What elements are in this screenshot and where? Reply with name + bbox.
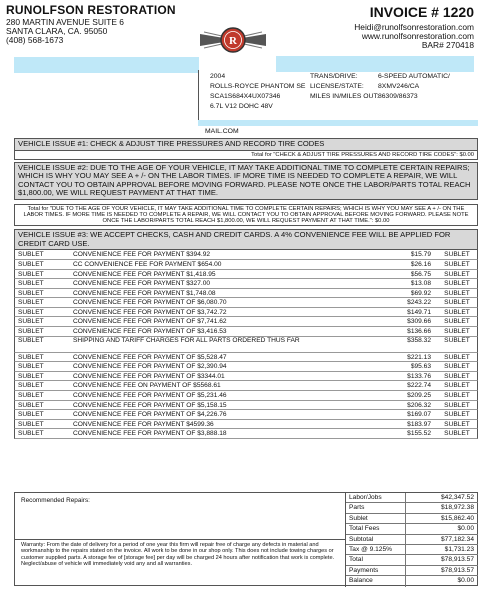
recommended-repairs-label: Recommended Repairs:: [21, 497, 90, 504]
row-kind: SUBLET: [444, 251, 470, 259]
totals-row: [346, 493, 478, 503]
row-amount: $358.32: [407, 336, 431, 344]
issue-3-header: VEHICLE ISSUE #3: WE ACCEPT CHECKS, CASH AND CREDIT CARDS. A 4% CONVENIENCE FEE WILL BE APPLIED FOR CREDIT CARD USE.: [14, 229, 478, 250]
vehicle-highlight: [198, 120, 478, 126]
company-phone: (408) 568-1673: [6, 35, 64, 45]
table-row: [14, 260, 478, 270]
vehicle-year: 2004: [210, 73, 226, 80]
vehicle-labels: [310, 72, 379, 102]
row-amount: $221.13: [407, 353, 431, 361]
totals-row: [346, 503, 478, 513]
row-description: CONVENIENCE FEE FOR PAYMENT OF $3,888.18: [73, 430, 227, 438]
row-type: SUBLET: [18, 392, 44, 400]
totals-table: [345, 493, 478, 587]
row-kind: SUBLET: [444, 318, 470, 326]
table-row: [14, 372, 478, 382]
table-row: [14, 420, 478, 430]
totals-value: $77,182.34: [440, 535, 474, 543]
row-type: SUBLET: [18, 260, 44, 268]
row-description: CONVENIENCE FEE FOR PAYMENT OF $7,741.62: [73, 318, 227, 326]
row-kind: SUBLET: [444, 280, 470, 288]
row-amount: $222.74: [407, 382, 431, 390]
row-type: SUBLET: [18, 372, 44, 380]
row-kind: SUBLET: [444, 270, 470, 278]
table-row: [14, 270, 478, 280]
row-amount: $136.66: [407, 328, 431, 336]
row-amount: $13.08: [410, 280, 431, 288]
row-description: CONVENIENCE FEE FOR PAYMENT OF $5,231.46: [73, 392, 227, 400]
customer-highlight: [14, 57, 199, 73]
table-row: [14, 250, 478, 260]
row-type: SUBLET: [18, 420, 44, 428]
totals-label: Total Fees: [346, 524, 406, 533]
row-amount: $26.16: [410, 260, 431, 268]
table-row: [14, 401, 478, 411]
row-kind: SUBLET: [444, 353, 470, 361]
row-amount: $155.52: [407, 430, 431, 438]
vehicle-details: [210, 72, 305, 112]
row-type: SUBLET: [18, 336, 44, 344]
table-row: [14, 337, 478, 353]
row-description: CONVENIENCE FEE FOR PAYMENT OF $6,080.70: [73, 299, 227, 307]
totals-value: $0.00: [457, 525, 474, 533]
totals-label: Sublet: [346, 514, 406, 523]
row-kind: SUBLET: [444, 328, 470, 336]
row-type: SUBLET: [18, 289, 44, 297]
table-row: [14, 362, 478, 372]
table-row: [14, 391, 478, 401]
row-description: CC CONVENIENCE FEE FOR PAYMENT $654.00: [73, 260, 222, 268]
row-type: SUBLET: [18, 270, 44, 278]
table-row: [14, 317, 478, 327]
customer-email-suffix: MAIL.COM: [205, 128, 239, 135]
table-row: [14, 279, 478, 289]
totals-label: Payments: [346, 566, 406, 575]
totals-label: Total: [346, 555, 406, 564]
row-type: SUBLET: [18, 353, 44, 361]
row-description: CONVENIENCE FEE FOR PAYMENT OF $5,158.15: [73, 401, 227, 409]
row-amount: $15.79: [410, 251, 431, 259]
row-amount: $183.97: [407, 420, 431, 428]
table-row: [14, 381, 478, 391]
row-kind: SUBLET: [444, 299, 470, 307]
row-description: CONVENIENCE FEE FOR PAYMENT $1,418.95: [73, 270, 216, 278]
totals-value: $1,731.23: [444, 545, 474, 553]
row-type: SUBLET: [18, 363, 44, 371]
row-amount: $243.22: [407, 299, 431, 307]
row-kind: SUBLET: [444, 363, 470, 371]
row-kind: SUBLET: [444, 336, 470, 344]
row-type: SUBLET: [18, 382, 44, 390]
row-amount: $149.71: [407, 308, 431, 316]
invoice-title: INVOICE # 1220: [369, 4, 474, 20]
row-amount: $209.25: [407, 392, 431, 400]
table-row: [14, 353, 478, 363]
issue-2-header: VEHICLE ISSUE #2: DUE TO THE AGE OF YOUR VEHICLE, IT MAY TAKE ADDITIONAL TIME TO COMPLETE CERTAIN REPAIRS; WHICH IS WHY YOU MAY SEE A + /- ON THE LABOR TIMES. IF MORE TIME IS NEEDED TO COMPLETE A REPAIR, WE WILL CONTACT YOU TO OBTAIN APPROVAL BEFORE MOVING FORWARD. PLEASE NOTE ONCE THE LABOR/PARTS TOTAL REACH $1,800.00, WE WILL REQUEST PAYMENT AT THAT TIME.: [14, 162, 478, 200]
totals-value: $78,913.57: [440, 556, 474, 564]
issues-section: [14, 138, 478, 439]
row-description: CONVENIENCE FEE FOR PAYMENT OF $2,390.94: [73, 363, 227, 371]
row-amount: $206.32: [407, 401, 431, 409]
invoice-website: www.runolfsonrestoration.com: [361, 31, 474, 41]
summary-section: [14, 492, 478, 586]
totals-value: $78,913.57: [440, 566, 474, 574]
company-address-2: SANTA CLARA, CA. 95050: [6, 26, 108, 36]
row-amount: $169.07: [407, 411, 431, 419]
row-type: SUBLET: [18, 318, 44, 326]
row-type: SUBLET: [18, 251, 44, 259]
row-description: CONVENIENCE FEE ON PAYMENT OF $5568.61: [73, 382, 221, 390]
row-description: CONVENIENCE FEE FOR PAYMENT OF $3,742.72: [73, 308, 227, 316]
row-type: SUBLET: [18, 401, 44, 409]
totals-row: [346, 545, 478, 555]
totals-label: Labor/Jobs: [346, 493, 406, 502]
row-kind: SUBLET: [444, 430, 470, 438]
totals-value: $15,862.40: [440, 514, 474, 522]
row-description: SHIPPING AND TARIFF CHARGES FOR ALL PARTS ORDERED THUS FAR: [73, 336, 300, 344]
row-description: CONVENIENCE FEE FOR PAYMENT OF $3,416.53: [73, 328, 227, 336]
row-kind: SUBLET: [444, 382, 470, 390]
totals-value: $18,972.38: [440, 504, 474, 512]
table-row: [14, 289, 478, 299]
totals-value: $0.00: [457, 577, 474, 585]
vehicle-engine: 6.7L V12 DOHC 48V: [210, 103, 273, 110]
row-type: SUBLET: [18, 411, 44, 419]
row-amount: $69.92: [410, 289, 431, 297]
invoice-email: Heidi@runolfsonrestoration.com: [354, 22, 474, 32]
company-name: RUNOLFSON RESTORATION: [6, 3, 176, 17]
company-address-1: 280 MARTIN AVENUE SUITE 6: [6, 17, 124, 27]
table-row: [14, 327, 478, 337]
row-kind: SUBLET: [444, 372, 470, 380]
table-row: [14, 410, 478, 420]
row-type: SUBLET: [18, 280, 44, 288]
totals-label: Balance: [346, 576, 406, 586]
row-kind: SUBLET: [444, 401, 470, 409]
issue-2-total: Total for "DUE TO THE AGE OF YOUR VEHICLE, IT MAY TAKE ADDITIONAL TIME TO COMPLETE CERTAIN REPAIRS; WHICH IS WHY YOU MAY SEE A + /- ON THE LABOR TIMES. IF MORE TIME IS NEEDED TO COMPLETE A REPAIR, WE WILL CONTACT YOU TO OBTAIN APPROVAL BEFORE MOVING FORWARD. PLEASE NOTE ONCE THE LABOR/PARTS TOTAL REACH $1,800.00, WE WILL REQUEST PAYMENT AT THAT TIME.": $0.00: [14, 204, 478, 227]
table-row: [14, 298, 478, 308]
totals-row: [346, 535, 478, 545]
row-kind: SUBLET: [444, 289, 470, 297]
row-kind: SUBLET: [444, 308, 470, 316]
table-row: [14, 429, 478, 439]
row-type: SUBLET: [18, 299, 44, 307]
row-type: SUBLET: [18, 308, 44, 316]
row-description: CONVENIENCE FEE FOR PAYMENT OF $5,528.47: [73, 353, 227, 361]
row-kind: SUBLET: [444, 420, 470, 428]
row-amount: $133.76: [407, 372, 431, 380]
totals-row: [346, 566, 478, 576]
row-type: SUBLET: [18, 430, 44, 438]
warranty-text: Warranty: From the date of delivery for a period of one year this firm will repair free of charge any defects in material and workmanship to the repairs stated on the invoice. All work to be done in our shop only. This does not include towing charges or customer supplied parts. A storage fee of [storage fee] per day will be charged 24 hours after notification that work is complete. Neglect/abuse of vehicle will immediately void any and all warranties.: [15, 539, 345, 570]
vehicle-model: ROLLS-ROYCE PHANTOM SE: [210, 83, 306, 90]
logo-icon: [198, 22, 268, 58]
row-description: CONVENIENCE FEE FOR PAYMENT $327.00: [73, 280, 211, 288]
line-items-table: [14, 250, 478, 439]
row-description: CONVENIENCE FEE FOR PAYMENT OF $4,226.76: [73, 411, 227, 419]
row-amount: $309.66: [407, 318, 431, 326]
vehicle-vin: SCA1S684X4UX07346: [210, 93, 281, 100]
row-kind: SUBLET: [444, 260, 470, 268]
row-amount: $95.63: [410, 363, 431, 371]
vehicle-values: [378, 72, 450, 102]
trans-label: TRANS/DRIVE:: [310, 73, 358, 80]
trans-value: 6-SPEED AUTOMATIC/: [378, 73, 450, 80]
row-description: CONVENIENCE FEE FOR PAYMENT $394.92: [73, 251, 211, 259]
row-kind: SUBLET: [444, 411, 470, 419]
license-label: LICENSE/STATE:: [310, 83, 364, 90]
totals-row: [346, 555, 478, 565]
row-type: SUBLET: [18, 328, 44, 336]
row-amount: $56.75: [410, 270, 431, 278]
miles-label: MILES IN/MILES OUT:: [310, 93, 379, 100]
issue-1-total: Total for "CHECK & ADJUST TIRE PRESSURES AND RECORD TIRE CODES": $0.00: [14, 151, 478, 160]
miles-value: 86309/86373: [378, 93, 418, 100]
totals-row: [346, 524, 478, 534]
totals-label: Tax @ 9.125%: [346, 545, 406, 554]
totals-value: $42,347.52: [440, 494, 474, 501]
invoice-bar-number: BAR# 270418: [421, 40, 474, 50]
issue-1-header: VEHICLE ISSUE #1: CHECK & ADJUST TIRE PRESSURES AND RECORD TIRE CODES: [14, 138, 478, 151]
totals-label: Subtotal: [346, 535, 406, 544]
svg-text:R: R: [229, 35, 237, 47]
row-kind: SUBLET: [444, 392, 470, 400]
row-description: CONVENIENCE FEE FOR PAYMENT $1,748.08: [73, 289, 216, 297]
totals-row: [346, 514, 478, 524]
license-value: 8XMV246/CA: [378, 83, 420, 90]
row-description: CONVENIENCE FEE FOR PAYMENT OF $3344.01: [73, 372, 225, 380]
row-description: CONVENIENCE FEE FOR PAYMENT $4599.36: [73, 420, 214, 428]
table-row: [14, 308, 478, 318]
totals-label: Parts: [346, 503, 406, 512]
totals-row: [346, 576, 478, 586]
